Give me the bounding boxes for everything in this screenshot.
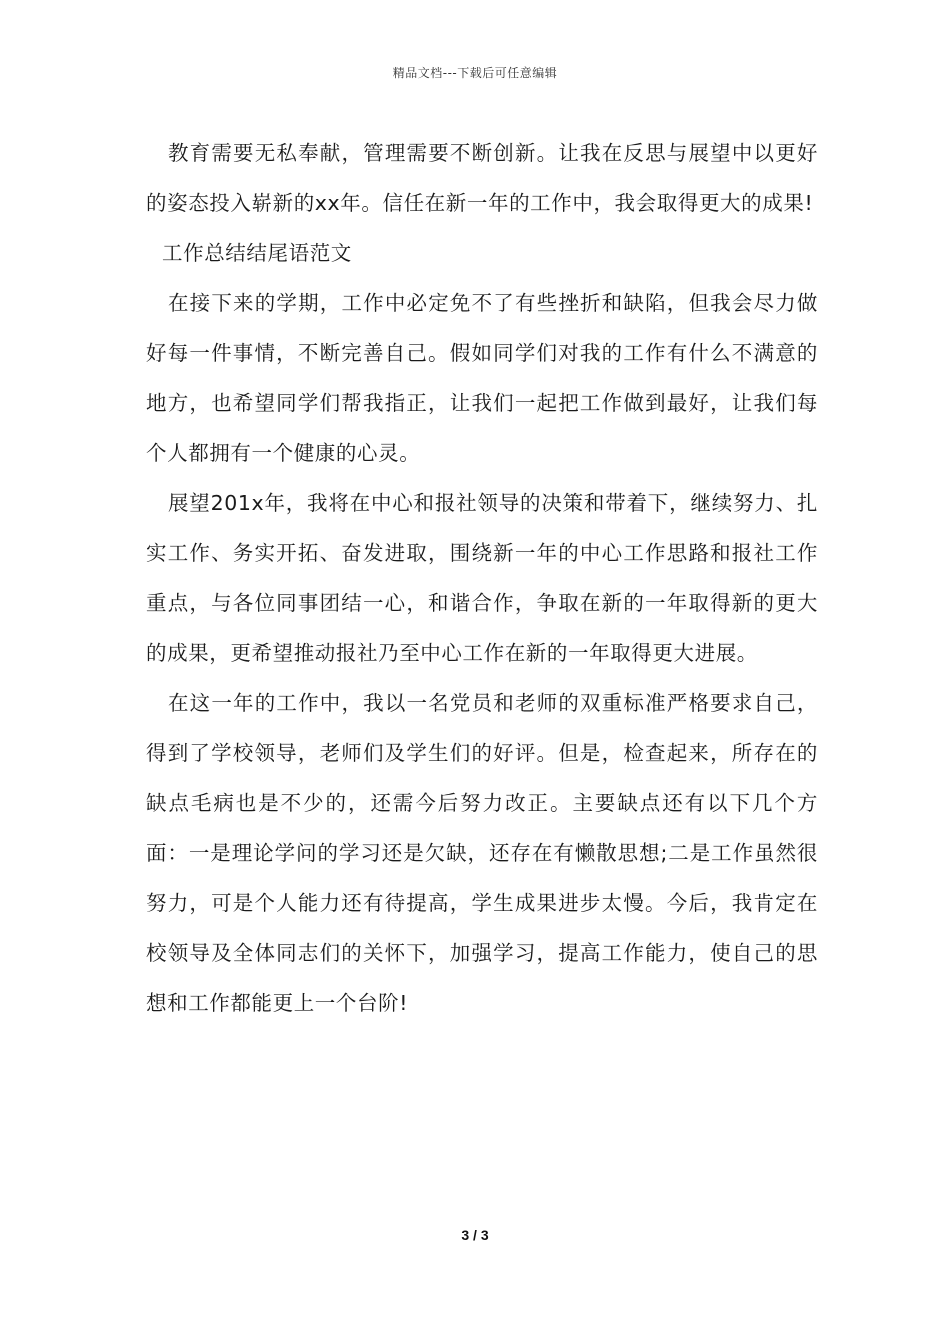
document-body (146, 128, 818, 1028)
paragraph-closing-reflection: 教育需要无私奉献，管理需要不断创新。让我在反思与展望中以更好的姿态投入崭新的xx年。信任在新一年的工作中，我会取得更大的成果! (146, 141, 818, 215)
paragraph-self-review: 在这一年的工作中，我以一名党员和老师的双重标准严格要求自己，得到了学校领导，老师们及学生们的好评。但是，检查起来，所存在的缺点毛病也是不少的，还需今后努力改正。主要缺点还有以下几个方面：一是理论学问的学习还是欠缺，还存在有懒散思想;二是工作虽然很努力，可是个人能力还有待提高，学生成果进步太慢。今后，我肯定在校领导及全体同志们的关怀下，加强学习，提高工作能力，使自己的思想和工作都能更上一个台阶! (146, 691, 818, 1015)
paragraph-next-semester: 在接下来的学期，工作中必定免不了有些挫折和缺陷，但我会尽力做好每一件事情，不断完善自己。假如同学们对我的工作有什么不满意的地方，也希望同学们帮我指正，让我们一起把工作做到最好，让我们每个人都拥有一个健康的心灵。 (146, 291, 818, 465)
page-number: 3 / 3 (461, 1227, 489, 1243)
page-header: 精品文档---下载后可任意编辑 (392, 66, 558, 80)
paragraph-outlook: 展望201x年，我将在中心和报社领导的决策和带着下，继续努力、扎实工作、务实开拓、奋发进取，围绕新一年的中心工作思路和报社工作重点，与各位同事团结一心，和谐合作，争取在新的一年取得新的更大的成果，更希望推动报社乃至中心工作在新的一年取得更大进展。 (146, 491, 818, 665)
section-heading: 工作总结结尾语范文 (162, 241, 352, 265)
